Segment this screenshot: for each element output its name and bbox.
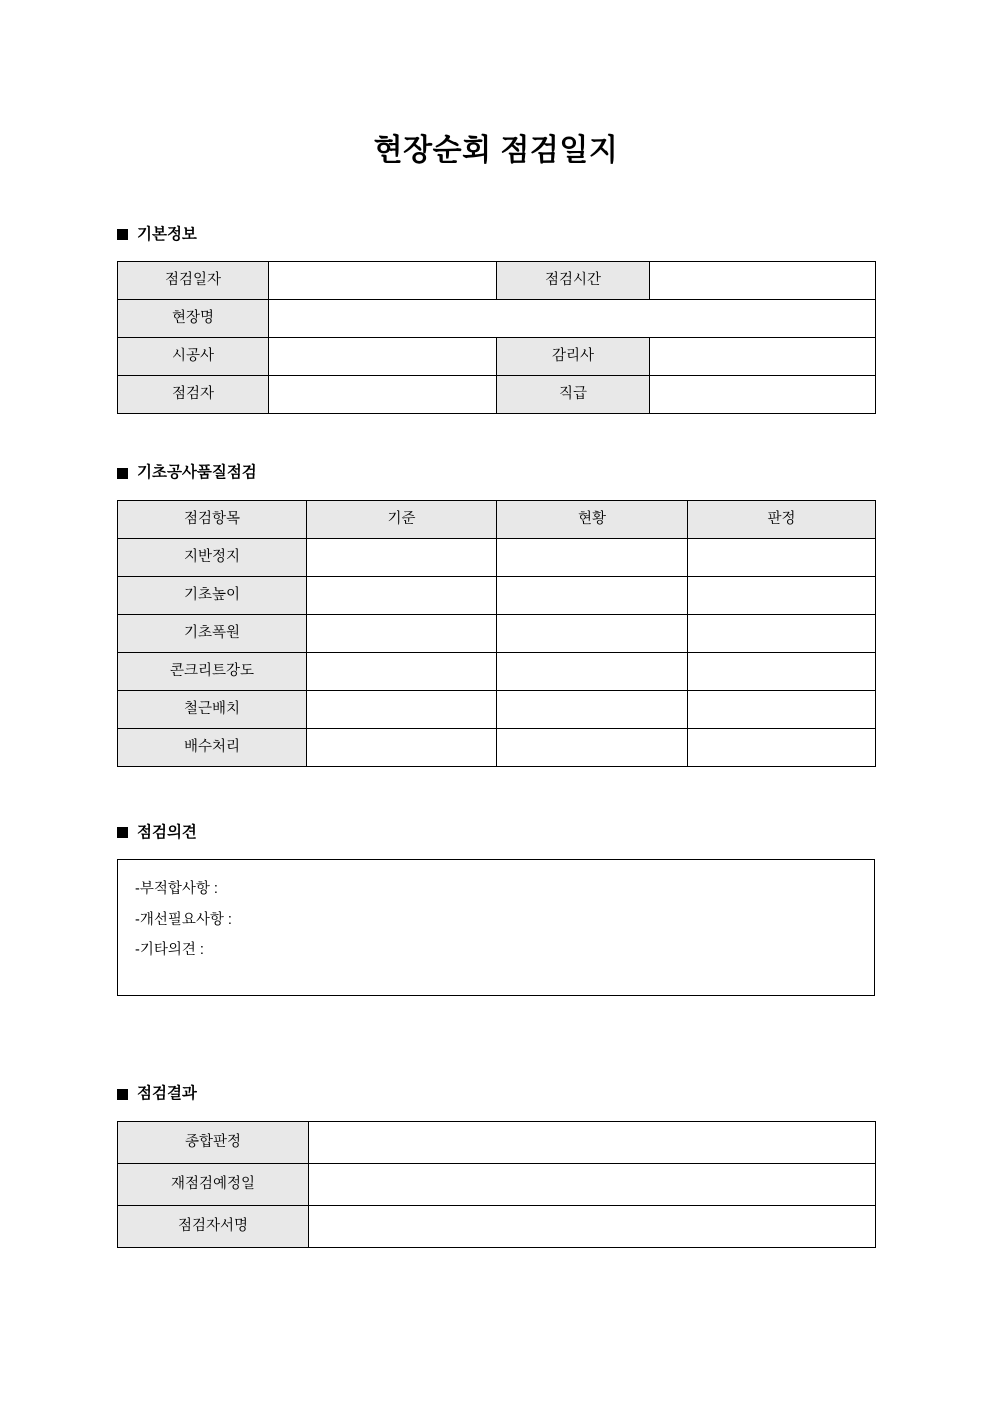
- cell-status[interactable]: [497, 728, 688, 766]
- section-header-basic-info: [117, 226, 875, 245]
- row-label-rebar-arrangement: 철근배치: [118, 690, 307, 728]
- table-row: [118, 538, 876, 576]
- table-row: [118, 376, 876, 414]
- page-title: 현장순회 점검일지: [373, 134, 619, 167]
- table-row: [118, 652, 876, 690]
- square-bullet-icon: [117, 827, 128, 838]
- cell-status[interactable]: [497, 576, 688, 614]
- opinion-line-improvement-needed: -개선필요사항 :: [135, 911, 232, 928]
- basic-info-table: [117, 261, 876, 414]
- section-header-foundation-quality: [117, 464, 875, 483]
- table-row: [118, 1163, 876, 1205]
- inspection-opinion-box[interactable]: [117, 859, 875, 996]
- cell-status[interactable]: [497, 652, 688, 690]
- section-title-foundation-quality: 기초공사품질점검: [137, 464, 257, 482]
- field-label-contractor: 시공사: [118, 338, 269, 376]
- field-value-site-name[interactable]: [269, 300, 876, 338]
- field-value-inspection-date[interactable]: [269, 262, 497, 300]
- table-row: [118, 1121, 876, 1163]
- field-label-reinspection-date: 재점검예정일: [118, 1163, 309, 1205]
- cell-judgement[interactable]: [688, 614, 876, 652]
- field-label-inspection-time: 점검시간: [497, 262, 650, 300]
- table-row: [118, 1205, 876, 1247]
- row-label-foundation-height: 기초높이: [118, 576, 307, 614]
- cell-judgement[interactable]: [688, 538, 876, 576]
- column-header-status: 현황: [497, 500, 688, 538]
- field-value-supervisor-firm[interactable]: [650, 338, 876, 376]
- field-value-position[interactable]: [650, 376, 876, 414]
- field-label-supervisor-firm: 감리사: [497, 338, 650, 376]
- opinion-line-nonconformity: -부적합사항 :: [135, 881, 218, 898]
- section-header-inspection-result: [117, 1085, 875, 1104]
- table-row: [118, 614, 876, 652]
- cell-standard[interactable]: [307, 576, 497, 614]
- section-title-inspection-result: 점검결과: [137, 1085, 197, 1103]
- table-row: [118, 338, 876, 376]
- cell-status[interactable]: [497, 690, 688, 728]
- inspection-result-table: [117, 1121, 876, 1248]
- cell-judgement[interactable]: [688, 690, 876, 728]
- row-label-concrete-strength: 콘크리트강도: [118, 652, 307, 690]
- field-label-inspector: 점검자: [118, 376, 269, 414]
- table-row: [118, 576, 876, 614]
- column-header-item: 점검항목: [118, 500, 307, 538]
- cell-standard[interactable]: [307, 652, 497, 690]
- field-label-position: 직급: [497, 376, 650, 414]
- cell-standard[interactable]: [307, 728, 497, 766]
- cell-status[interactable]: [497, 538, 688, 576]
- foundation-quality-table: [117, 500, 876, 767]
- row-label-drainage: 배수처리: [118, 728, 307, 766]
- cell-standard[interactable]: [307, 614, 497, 652]
- table-row: [118, 262, 876, 300]
- field-label-inspection-date: 점검일자: [118, 262, 269, 300]
- cell-judgement[interactable]: [688, 652, 876, 690]
- column-header-standard: 기준: [307, 500, 497, 538]
- row-label-ground-leveling: 지반정지: [118, 538, 307, 576]
- field-label-inspector-signature: 점검자서명: [118, 1205, 309, 1247]
- table-header-row: [118, 500, 876, 538]
- table-row: [118, 728, 876, 766]
- square-bullet-icon: [117, 1089, 128, 1100]
- cell-standard[interactable]: [307, 538, 497, 576]
- field-label-site-name: 현장명: [118, 300, 269, 338]
- field-value-contractor[interactable]: [269, 338, 497, 376]
- opinion-line-other-remarks: -기타의견 :: [135, 942, 204, 959]
- column-header-judgement: 판정: [688, 500, 876, 538]
- square-bullet-icon: [117, 468, 128, 479]
- cell-status[interactable]: [497, 614, 688, 652]
- field-value-inspector-signature[interactable]: [309, 1205, 876, 1247]
- section-header-inspection-opinion: [117, 824, 875, 843]
- field-value-inspector[interactable]: [269, 376, 497, 414]
- field-label-overall-judgement: 종합판정: [118, 1121, 309, 1163]
- cell-judgement[interactable]: [688, 728, 876, 766]
- section-title-basic-info: 기본정보: [137, 225, 197, 243]
- section-title-inspection-opinion: 점검의견: [137, 823, 197, 841]
- table-row: [118, 690, 876, 728]
- cell-judgement[interactable]: [688, 576, 876, 614]
- field-value-overall-judgement[interactable]: [309, 1121, 876, 1163]
- field-value-reinspection-date[interactable]: [309, 1163, 876, 1205]
- field-value-inspection-time[interactable]: [650, 262, 876, 300]
- row-label-foundation-width: 기초폭원: [118, 614, 307, 652]
- table-row: [118, 300, 876, 338]
- square-bullet-icon: [117, 229, 128, 240]
- cell-standard[interactable]: [307, 690, 497, 728]
